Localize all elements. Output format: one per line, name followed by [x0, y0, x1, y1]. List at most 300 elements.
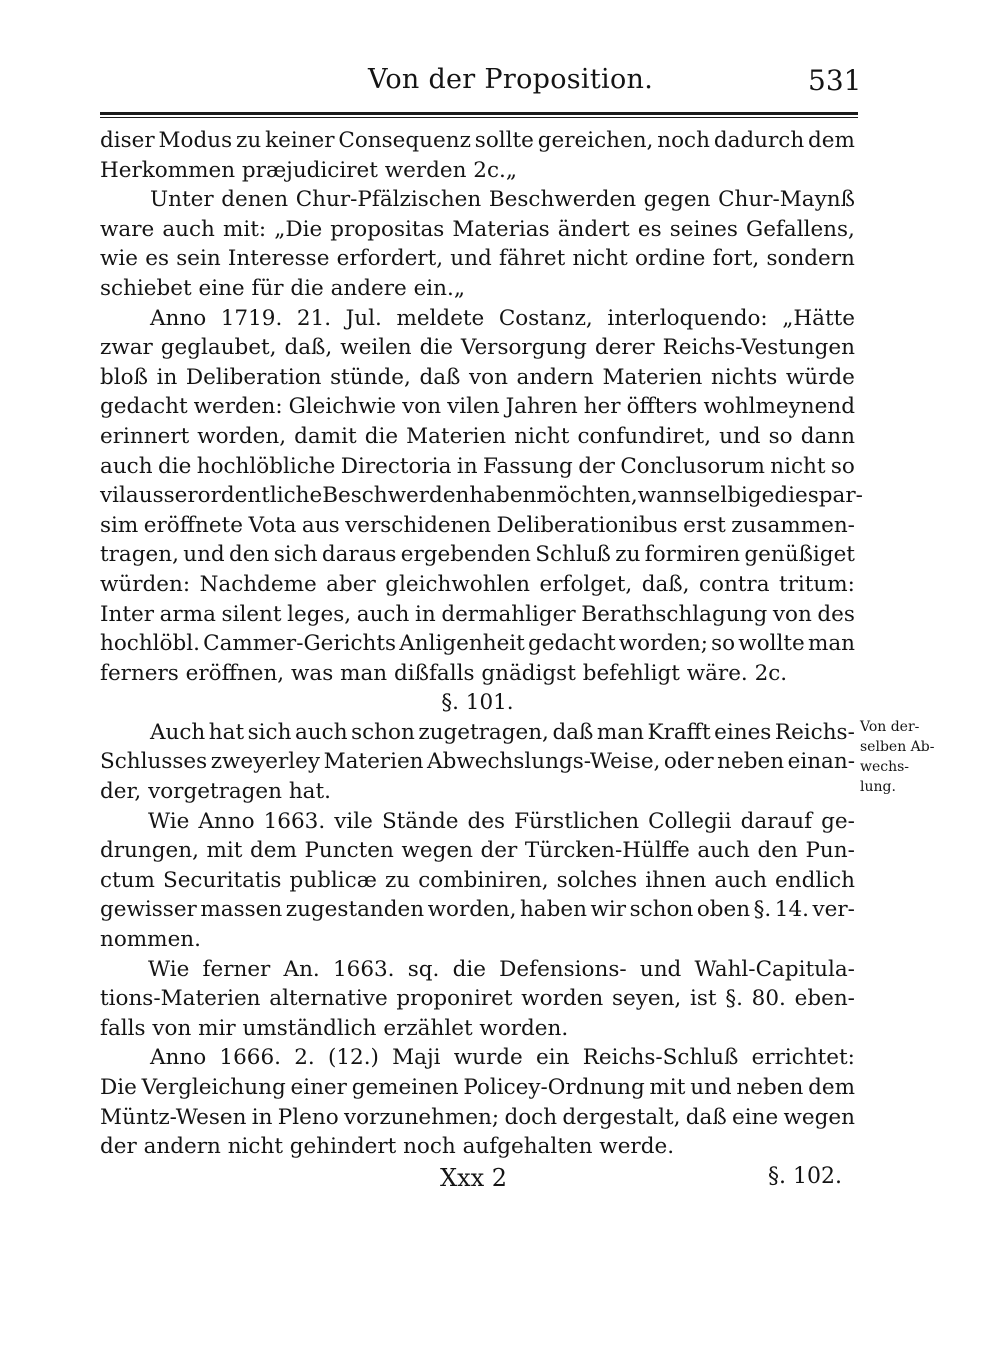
word: keiner [265, 128, 335, 153]
text-line [100, 955, 855, 985]
word: zu [236, 128, 262, 153]
word: Reichs- [774, 719, 855, 745]
word: Materien [406, 423, 507, 449]
word: Nachdeme [199, 571, 317, 597]
word: dadurch [713, 128, 805, 153]
word: auch [697, 838, 750, 864]
word: von [402, 394, 442, 420]
word: wohlmeynend [703, 394, 855, 420]
word: werden: [193, 394, 283, 420]
word: verschidenen [345, 512, 491, 538]
word: selbige [696, 483, 775, 509]
word: auch [162, 216, 215, 242]
text-line [100, 629, 855, 659]
word: 2. [294, 1045, 315, 1071]
word: schon [351, 719, 415, 745]
word: oben [696, 897, 751, 923]
word: sich [273, 542, 318, 568]
word: Modus [158, 128, 233, 153]
word: solches [556, 867, 638, 893]
word: her [583, 394, 621, 420]
text-line [100, 185, 855, 215]
word: 1663. [332, 956, 395, 982]
word: ver- [812, 897, 855, 923]
word: Abwechslungs-Weise, [427, 749, 661, 775]
word: eines [714, 719, 772, 745]
word: daraus [321, 542, 397, 568]
word: Securitatis [162, 867, 282, 893]
word: nicht [572, 246, 628, 272]
text-line [100, 984, 855, 1014]
header-rule [100, 112, 858, 115]
word: in [156, 364, 178, 390]
text-line [100, 866, 855, 896]
word: eröffnete [143, 512, 243, 538]
word: doch [504, 1104, 558, 1130]
word: mit [206, 838, 243, 864]
word: und [183, 542, 225, 568]
text-line [100, 126, 855, 156]
word: arma [159, 601, 216, 627]
signature-mark: Xxx 2 [440, 1164, 508, 1192]
word: dem [808, 1075, 855, 1100]
word: Vota [248, 512, 297, 538]
word: auch [714, 867, 767, 893]
word: endlich [775, 867, 855, 893]
word: einer [290, 1075, 347, 1100]
word: darauf [740, 808, 813, 834]
word: Deliberationibus [496, 512, 678, 538]
word: noch [657, 128, 710, 153]
catchword: §. 102. [768, 1164, 842, 1189]
word: Auch [150, 719, 206, 745]
text-line [100, 244, 855, 274]
text-line [100, 747, 855, 777]
word: vilen [447, 394, 500, 420]
word: erfordert, [336, 246, 444, 272]
text-line [100, 1103, 855, 1133]
word: nicht [770, 453, 826, 479]
word: ware [100, 216, 155, 242]
word: die [364, 423, 399, 449]
word: dergestalt, [562, 1104, 681, 1130]
word: neben [717, 749, 785, 775]
word: zusammen- [731, 512, 855, 538]
word: der [578, 453, 615, 479]
line-text: §. 101. [441, 690, 514, 716]
word: 21. [296, 305, 332, 331]
word: Jul. [345, 305, 382, 331]
word: 80. [751, 986, 786, 1012]
word: zu [615, 542, 641, 568]
text-line [100, 452, 855, 482]
word: öffters [626, 394, 698, 420]
word: erfolget, [539, 571, 633, 597]
word: formiren [644, 542, 741, 568]
word: Anno [198, 808, 255, 834]
word: Cammer-Gerichts [203, 631, 397, 657]
word: einan- [787, 749, 855, 775]
word: Vergleichung [141, 1075, 286, 1100]
word: sollte [474, 128, 534, 153]
word: zu [384, 867, 411, 893]
line-text: nommen. [100, 927, 201, 953]
word: derer [594, 335, 655, 361]
word: Chur-Maynß [718, 187, 855, 213]
word: dann [800, 423, 855, 449]
word: ctum [100, 867, 155, 893]
word: Puncten [304, 838, 394, 864]
word: seyen, [611, 986, 682, 1012]
word: es [145, 246, 169, 272]
word: 1663. [263, 808, 326, 834]
word: publicæ [289, 867, 377, 893]
line-text: der andern nicht gehindert noch aufgehalten werde. [100, 1134, 675, 1160]
word: gleichwohlen [385, 571, 531, 597]
text-line [100, 540, 855, 570]
word: Maji [392, 1045, 441, 1071]
line-text: ferners eröffnen, was man dißfalls gnädigst befehligt wäre. 2c. [100, 660, 788, 686]
word: nichts [710, 364, 778, 390]
word: dem [250, 838, 297, 864]
word: Reichs-Vestungen [662, 335, 855, 361]
word: §. [753, 897, 772, 923]
text-line [100, 511, 855, 541]
word: ein [536, 1045, 570, 1071]
word: Conclusorum [620, 453, 765, 479]
word: tions-Materien [100, 986, 261, 1012]
margin-note [860, 717, 960, 797]
word: Unter [150, 187, 214, 213]
word: Materien [323, 749, 424, 775]
word: und [719, 423, 761, 449]
word: weilen [340, 335, 412, 361]
word: Stände [381, 808, 459, 834]
word: und [639, 956, 682, 982]
margin-note-line: lung. [860, 779, 896, 795]
text-line [100, 807, 855, 837]
word: wie [100, 246, 139, 272]
word: der [480, 838, 518, 864]
text-line [100, 481, 863, 511]
word: so [711, 631, 736, 657]
word: gereichen, [537, 128, 654, 153]
word: ausserordentliche [125, 483, 323, 509]
word: zweyerley [210, 749, 321, 775]
line-text: der, vorgetragen hat. [100, 779, 331, 805]
word: fort, [712, 246, 760, 272]
word: dem [808, 128, 855, 153]
word: ist [690, 986, 717, 1012]
word: Müntz-Wesen [100, 1104, 247, 1130]
word: wegen [783, 1104, 855, 1130]
word: in [414, 601, 436, 627]
word: aber [326, 571, 376, 597]
word: seines [669, 216, 738, 242]
text-line [100, 422, 855, 452]
word: Beschwerden [488, 187, 637, 213]
word: schon [629, 897, 694, 923]
word: sein [176, 246, 221, 272]
margin-note-line: Von der- [860, 719, 920, 735]
word: diser [100, 128, 155, 153]
word: die [419, 335, 453, 361]
word: wir [590, 897, 627, 923]
word: aus [301, 512, 340, 538]
word: wann [637, 483, 697, 509]
word: haben [469, 483, 537, 509]
word: würde [785, 364, 855, 390]
word: ge- [821, 808, 855, 834]
word: man [807, 631, 855, 657]
word: worden; [618, 631, 708, 657]
word: contra [698, 571, 770, 597]
word: combiniren, [418, 867, 549, 893]
word: errichtet: [751, 1045, 855, 1071]
word: erst [683, 512, 726, 538]
word: meldete [396, 305, 485, 331]
word: ändert [557, 216, 630, 242]
word: Consequenz [338, 128, 471, 153]
word: Schluß [535, 542, 611, 568]
word: confundiret, [577, 423, 712, 449]
word: andern [516, 364, 594, 390]
word: worden, [197, 423, 287, 449]
word: vil [100, 483, 126, 509]
line-text: schiebet eine für die andere ein.„ [100, 275, 466, 301]
word: damit [294, 423, 357, 449]
word: Materien [602, 364, 703, 390]
word: hochlöbl. [100, 631, 200, 657]
word: ferner [202, 956, 271, 982]
word: Gleichwie [288, 394, 397, 420]
word: „Hätte [782, 305, 855, 331]
word: Wie [148, 956, 190, 982]
text-line [100, 1132, 855, 1162]
word: Fürstlichen [514, 808, 640, 834]
word: zwar [100, 335, 153, 361]
word: spar- [807, 483, 863, 509]
word: proponiret [396, 986, 513, 1012]
word: leges, [287, 601, 352, 627]
word: Directoria [340, 453, 452, 479]
word: Jahren [505, 394, 578, 420]
word: Gefallens, [746, 216, 855, 242]
word: tritum: [779, 571, 855, 597]
word: möchten, [536, 483, 638, 509]
word: Wahl-Capitula- [694, 956, 855, 982]
word: daß [419, 364, 461, 390]
page-number: 531 [808, 64, 862, 97]
word: würden: [100, 571, 191, 597]
word: Versorgung [460, 335, 587, 361]
line-text: Herkommen præjudiciret werden 2c.„ [100, 157, 517, 183]
body-text [100, 126, 863, 1162]
text-line [100, 1073, 855, 1103]
word: Chur-Pfälzischen [295, 187, 482, 213]
word: stünde, [330, 364, 411, 390]
word: dermahliger [441, 601, 576, 627]
word: man [596, 719, 644, 745]
word: den [229, 542, 270, 568]
text-line [100, 363, 855, 393]
word: drungen, [100, 838, 199, 864]
word: die [157, 453, 192, 479]
word: auch [356, 601, 410, 627]
word: gemeinen [351, 1075, 459, 1100]
word: erinnert [100, 423, 190, 449]
word: Wie [148, 808, 190, 834]
word: §. [725, 986, 743, 1012]
word: Anligenheit [399, 631, 525, 657]
word: geglaubet, [160, 335, 277, 361]
word: gedacht [100, 394, 188, 420]
word: eben- [794, 986, 855, 1012]
word: sim [100, 512, 139, 538]
word: 1666. [219, 1045, 281, 1071]
word: vorzunehmen; [343, 1104, 500, 1130]
word: Fassung [482, 453, 573, 479]
margin-note-line: wechs- [860, 759, 910, 775]
word: so [830, 453, 855, 479]
word: „Die [274, 216, 323, 242]
word: Reichs-Schluß [582, 1045, 739, 1071]
word: ihnen [645, 867, 707, 893]
text-line [100, 836, 855, 866]
word: fähret [498, 246, 566, 272]
word: Berathschlagung [581, 601, 768, 627]
word: mit [649, 1075, 686, 1100]
word: so [768, 423, 793, 449]
word: daß [685, 1104, 727, 1130]
text-line [100, 333, 855, 363]
text-line [100, 600, 855, 630]
word: sondern [766, 246, 855, 272]
word: wegen [401, 838, 473, 864]
text-line [100, 274, 855, 304]
word: Die [100, 1075, 137, 1100]
text-line [100, 215, 855, 245]
word: daß [552, 719, 594, 745]
word: eine [732, 1104, 779, 1130]
word: auch [100, 453, 153, 479]
word: Pleno [277, 1104, 339, 1130]
word: denen [221, 187, 289, 213]
header-rule-thin [100, 117, 858, 118]
word: Collegii [648, 808, 732, 834]
word: und [690, 1075, 732, 1100]
word: tragen, [100, 542, 179, 568]
word: gewisser [100, 897, 197, 923]
word: den [757, 838, 798, 864]
word: Beschwerden [322, 483, 470, 509]
word: ordine [634, 246, 706, 272]
running-title: Von der Proposition. [368, 64, 654, 95]
line-text: falls von mir umständlich erzählet worden. [100, 1015, 569, 1041]
word: Materias [452, 216, 550, 242]
word: Krafft [647, 719, 711, 745]
word: zugestanden [285, 897, 425, 923]
word: vile [334, 808, 373, 834]
word: die [452, 956, 486, 982]
word: es [637, 216, 662, 242]
text-line [100, 304, 855, 334]
word: von [469, 364, 508, 390]
word: daß, [284, 335, 333, 361]
word: in [456, 453, 478, 479]
word: bloß [100, 364, 148, 390]
word: Policey-Ordnung [463, 1075, 645, 1100]
text-line [100, 659, 855, 689]
word: Pun- [805, 838, 855, 864]
word: ergebenden [400, 542, 531, 568]
word: Türcken-Hülffe [524, 838, 690, 864]
word: Anno [150, 1045, 207, 1071]
word: auch [294, 719, 348, 745]
text-line [100, 392, 855, 422]
word: mit: [222, 216, 267, 242]
text-line [100, 718, 855, 748]
word: haben [519, 897, 587, 923]
text-line [100, 570, 855, 600]
word: genüßiget [744, 542, 855, 568]
word: 1719. [220, 305, 283, 331]
word: hat [208, 719, 245, 745]
word: sich [247, 719, 292, 745]
word: Schlusses [100, 749, 208, 775]
word: oder [663, 749, 714, 775]
margin-note-line: selben Ab- [860, 739, 935, 755]
word: Interesse [227, 246, 330, 272]
word: propositas [330, 216, 445, 242]
text-line [100, 925, 855, 955]
word: An. [283, 956, 320, 982]
word: zugetragen, [418, 719, 549, 745]
word: Inter [100, 601, 154, 627]
word: silent [221, 601, 282, 627]
text-line [100, 1014, 855, 1044]
word: die [774, 483, 808, 509]
word: von [772, 601, 812, 627]
word: (12.) [327, 1045, 379, 1071]
word: alternative [269, 986, 388, 1012]
word: interloquendo: [607, 305, 768, 331]
word: Costanz, [498, 305, 593, 331]
word: Anno [150, 305, 207, 331]
word: Deliberation [185, 364, 322, 390]
word: und [450, 246, 492, 272]
text-line [100, 895, 855, 925]
word: hochlöbliche [196, 453, 336, 479]
word: gedacht [527, 631, 616, 657]
word: massen [200, 897, 283, 923]
word: daß, [641, 571, 690, 597]
word: 14. [774, 897, 809, 923]
text-line [100, 777, 855, 807]
word: des [467, 808, 506, 834]
word: worden, [427, 897, 517, 923]
word: worden [521, 986, 604, 1012]
word: Defensions- [499, 956, 627, 982]
word: nicht [514, 423, 570, 449]
text-line [100, 156, 855, 186]
word: des [817, 601, 855, 627]
word: sq. [407, 956, 440, 982]
word: in [251, 1104, 273, 1130]
text-line [100, 1043, 855, 1073]
word: gegen [643, 187, 711, 213]
word: wurde [453, 1045, 523, 1071]
